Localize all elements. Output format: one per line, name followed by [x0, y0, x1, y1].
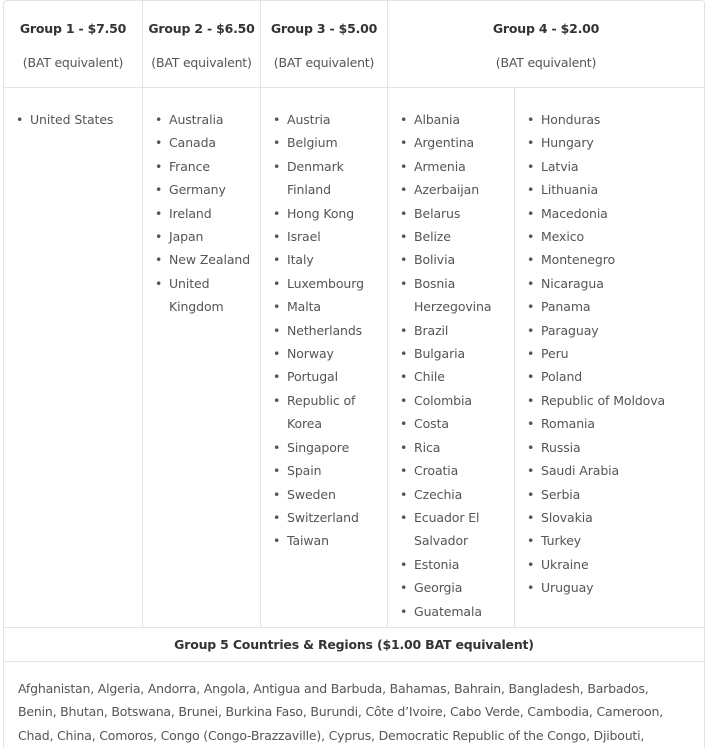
country-list-item: • Azerbaijan: [388, 178, 514, 201]
country-list-item: • Luxembourg: [261, 272, 387, 295]
country-list-item: • Chile: [388, 365, 514, 388]
country-list-item: • Slovakia: [515, 506, 704, 529]
country-list-item: • Latvia: [515, 155, 704, 178]
country-list-item: • Hungary: [515, 131, 704, 154]
country-list-item: • Colombia: [388, 389, 514, 412]
country-list-item: • Armenia: [388, 155, 514, 178]
country-list-item: • Israel: [261, 225, 387, 248]
country-list-item: • Guatemala: [388, 600, 514, 623]
country-list-item: • Hong Kong: [261, 202, 387, 225]
group-2-subtitle: (BAT equivalent): [151, 55, 252, 70]
group-4-subtitle: (BAT equivalent): [495, 55, 597, 70]
table-header-row: [4, 1, 704, 88]
country-list-item: • Costa: [388, 412, 514, 435]
country-list-item: • Poland: [515, 365, 704, 388]
group-1-column: [4, 88, 143, 627]
country-list-item: • Republic of Korea: [261, 389, 387, 436]
country-list-item: • Lithuania: [515, 178, 704, 201]
country-list-item: • Saudi Arabia: [515, 459, 704, 482]
country-list-item: • Netherlands: [261, 319, 387, 342]
country-list-item: • Belarus: [388, 202, 514, 225]
country-list-item: • Germany: [143, 178, 260, 201]
group-3-subtitle: (BAT equivalent): [273, 55, 375, 70]
group-3-column: [261, 88, 388, 627]
country-list-item: • Czechia: [388, 483, 514, 506]
country-list-item: • Malta: [261, 295, 387, 318]
country-list-item: • Macedonia: [515, 202, 704, 225]
country-list-item: • Italy: [261, 248, 387, 271]
country-list-item: • Bosnia Herzegovina: [388, 272, 514, 319]
group-4b-country-list: [515, 88, 704, 600]
group-4-column-b: [515, 88, 704, 627]
table-body-row: [4, 88, 704, 628]
country-list-item: • Albania: [388, 108, 514, 131]
group-1-country-list: [4, 88, 142, 131]
country-list-item: • Turkey: [515, 529, 704, 552]
country-list-item: • Honduras: [515, 108, 704, 131]
group-2-header: [143, 1, 261, 87]
country-list-item: • Canada: [143, 131, 260, 154]
country-list-item: • Belgium: [261, 131, 387, 154]
country-list-item: • Peru: [515, 342, 704, 365]
group-1-title: Group 1 - $7.50: [19, 21, 127, 36]
country-list-item: • Switzerland: [261, 506, 387, 529]
group-4-header: [388, 1, 704, 87]
country-list-item: • Croatia: [388, 459, 514, 482]
country-list-item: • Bolivia: [388, 248, 514, 271]
group-2-column: [143, 88, 261, 627]
country-list-item: • Republic of Moldova: [515, 389, 704, 412]
country-list-item: • Portugal: [261, 365, 387, 388]
country-list-item: • Taiwan: [261, 529, 387, 552]
country-list-item: • Singapore: [261, 436, 387, 459]
country-list-item: • Nicaragua: [515, 272, 704, 295]
group-1-header: [4, 1, 143, 87]
country-list-item: • Paraguay: [515, 319, 704, 342]
country-list-item: • Argentina: [388, 131, 514, 154]
country-list-item: • Mexico: [515, 225, 704, 248]
country-list-item: • Estonia: [388, 553, 514, 576]
country-list-item: • France: [143, 155, 260, 178]
group-3-header: [261, 1, 388, 87]
country-list-item: • Serbia: [515, 483, 704, 506]
country-list-item: • Rica: [388, 436, 514, 459]
country-list-item: • Ukraine: [515, 553, 704, 576]
group-4-column-a: [388, 88, 515, 627]
group-3-title: Group 3 - $5.00: [270, 21, 378, 36]
group-2-country-list: [143, 88, 260, 319]
country-list-item: • Panama: [515, 295, 704, 318]
country-list-item: • Romania: [515, 412, 704, 435]
payout-table: [3, 0, 705, 748]
group-1-subtitle: (BAT equivalent): [22, 55, 124, 70]
country-list-item: • Russia: [515, 436, 704, 459]
group-2-title: Group 2 - $6.50: [148, 21, 255, 36]
group-3-country-list: [261, 88, 387, 553]
country-list-item: • Australia: [143, 108, 260, 131]
country-list-item: • Ecuador El Salvador: [388, 506, 514, 553]
group-5-header: Group 5 Countries & Regions ($1.00 BAT equivalent): [4, 628, 704, 662]
country-list-item: • Austria: [261, 108, 387, 131]
country-list-item: • United Kingdom: [143, 272, 260, 319]
country-list-item: • Norway: [261, 342, 387, 365]
country-list-item: • Brazil: [388, 319, 514, 342]
country-list-item: • Belize: [388, 225, 514, 248]
country-list-item: • Sweden: [261, 483, 387, 506]
country-list-item: • United States: [4, 108, 142, 131]
country-list-item: • Montenegro: [515, 248, 704, 271]
country-list-item: • Japan: [143, 225, 260, 248]
country-list-item: • Bulgaria: [388, 342, 514, 365]
group-4a-country-list: [388, 88, 514, 623]
country-list-item: • New Zealand: [143, 248, 260, 271]
group-5-country-text: Afghanistan, Algeria, Andorra, Angola, Antigua and Barbuda, Bahamas, Bahrain, Bangladesh, Barbados, Benin, Bhutan, Botswana, Brunei, Burkina Faso, Burundi, Côte d’Ivoire, Cabo Verde, Cambodia, Cameroon, Chad, China, Comoros, Congo (Congo-Brazzaville), Cyprus, Democratic Republic of the Congo, Djibouti,: [18, 681, 663, 743]
country-list-item: • Uruguay: [515, 576, 704, 599]
country-list-item: • Spain: [261, 459, 387, 482]
country-list-item: • Denmark Finland: [261, 155, 387, 202]
group-4-title: Group 4 - $2.00: [492, 21, 600, 36]
country-list-item: • Georgia: [388, 576, 514, 599]
country-list-item: • Ireland: [143, 202, 260, 225]
